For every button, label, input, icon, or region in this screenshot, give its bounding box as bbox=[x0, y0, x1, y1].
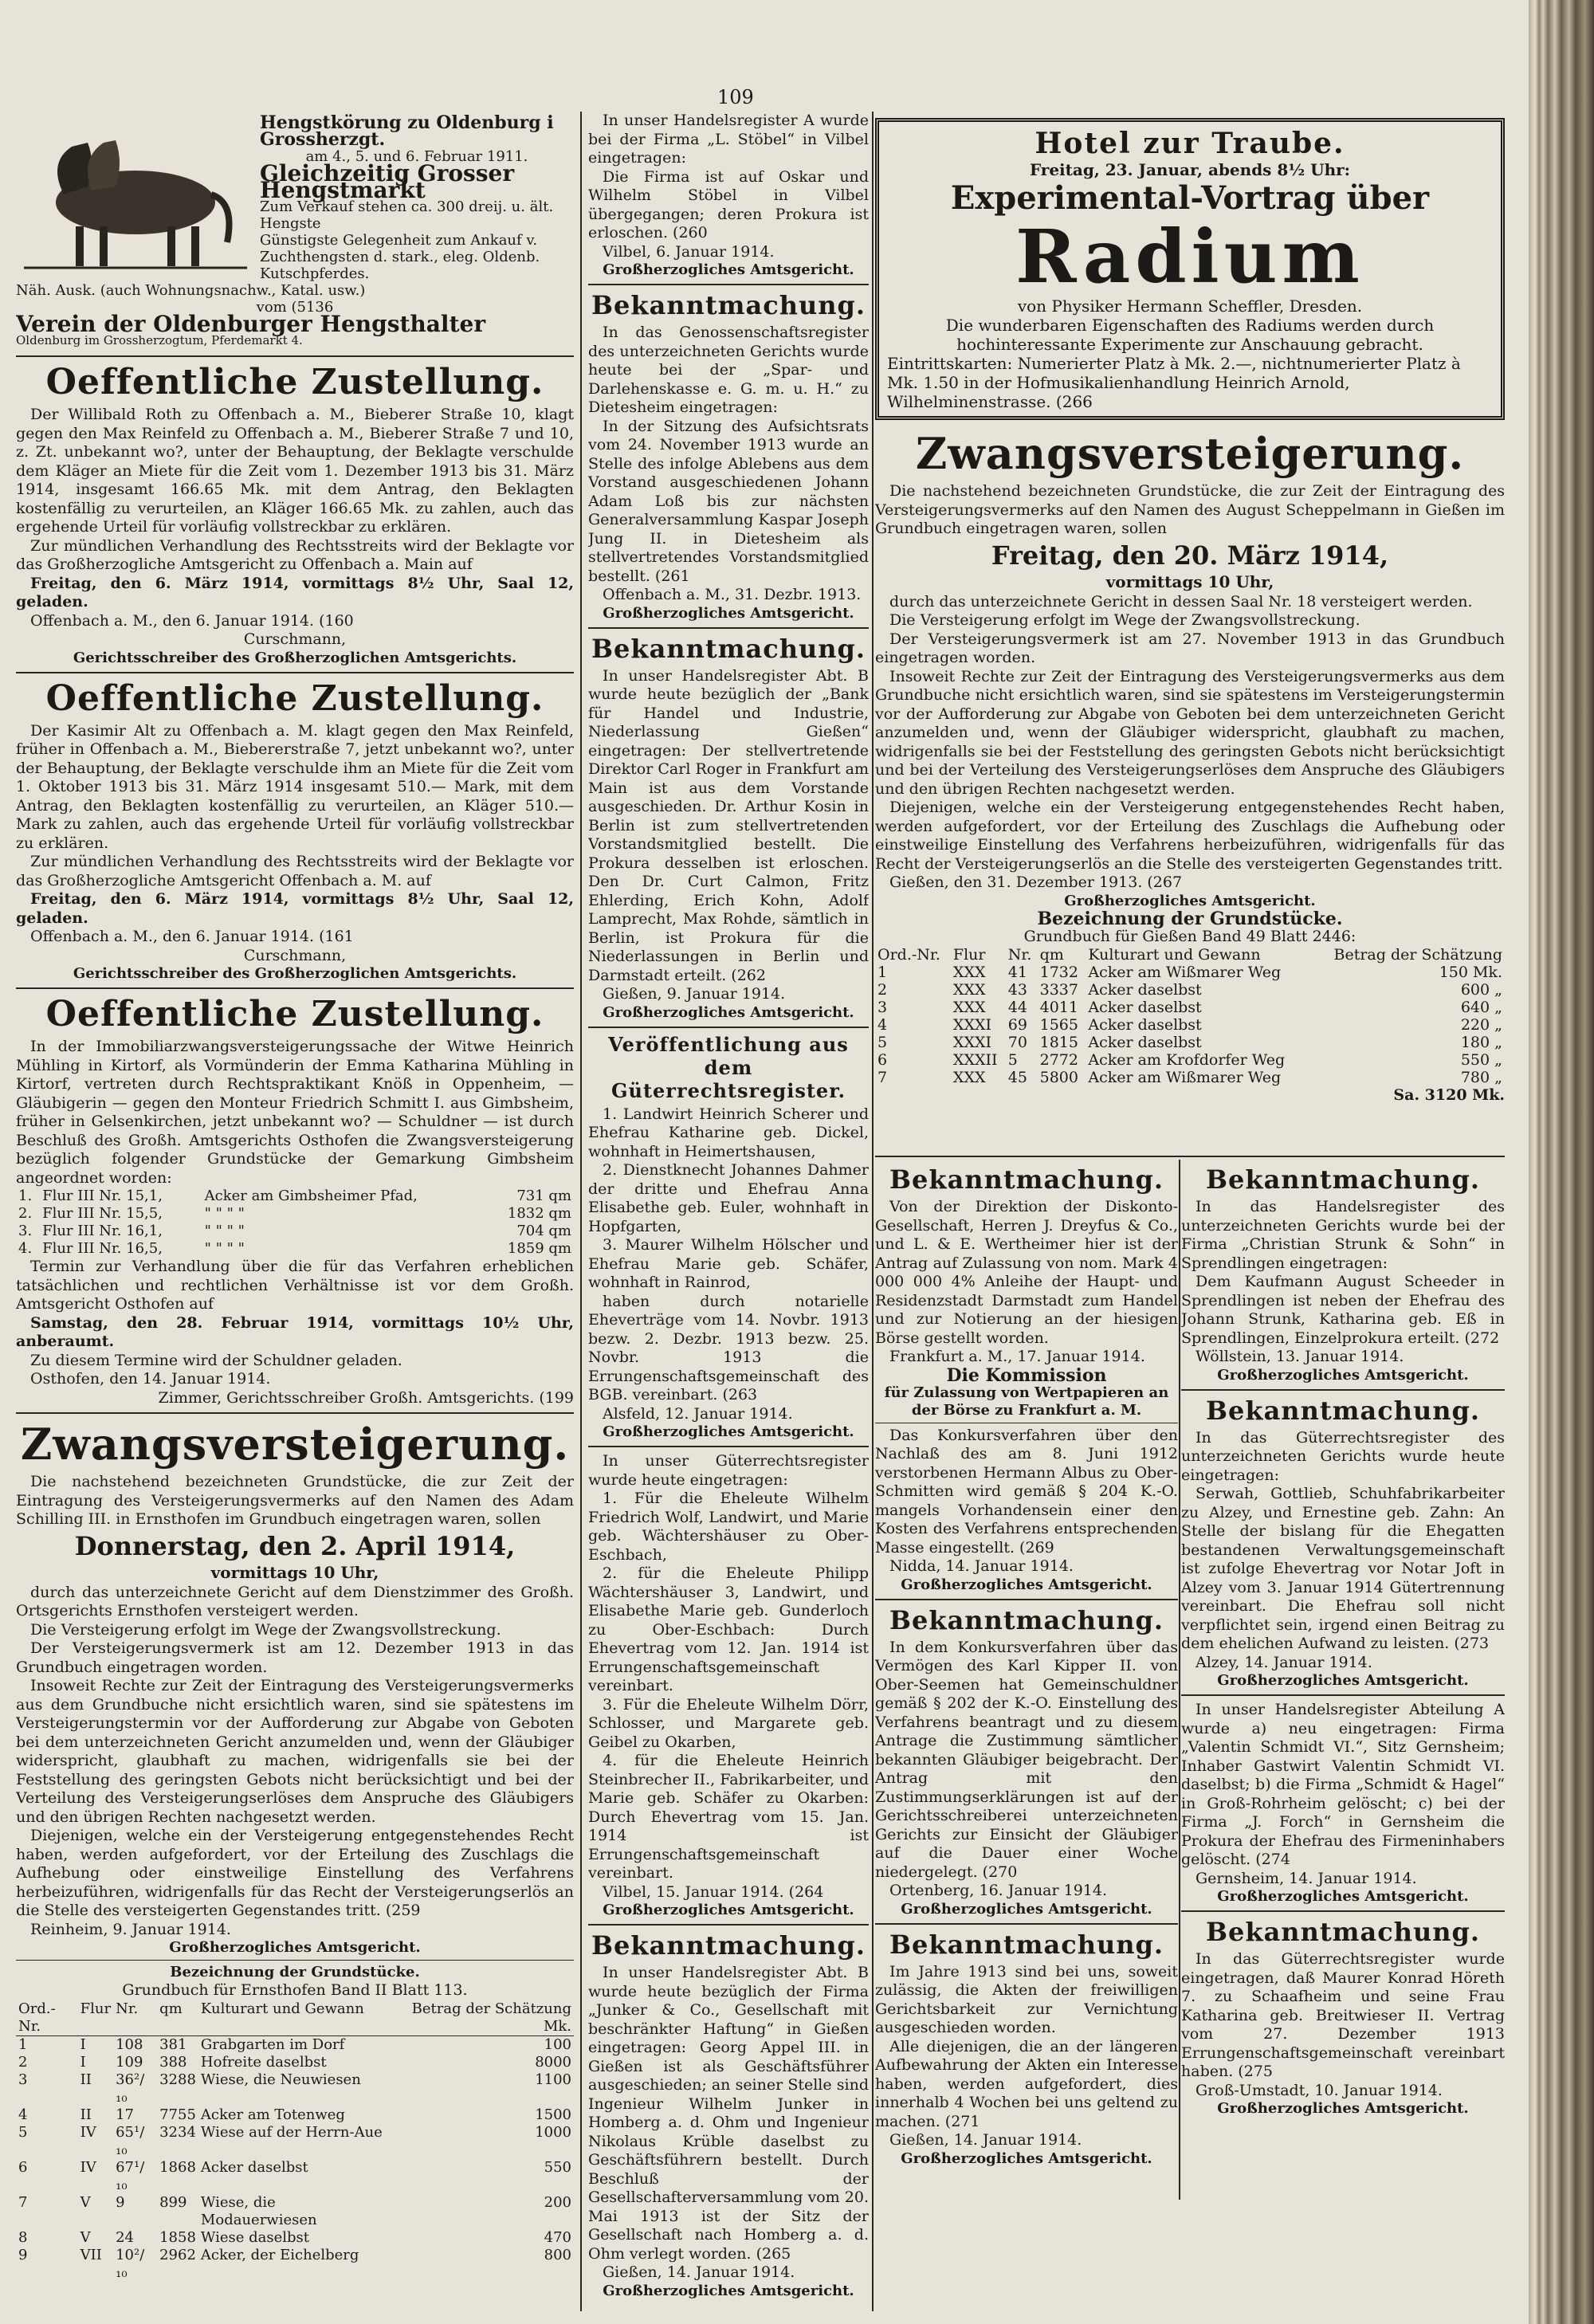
notice-text: Zur mündlichen Verhandlung des Rechtsstreits wird der Beklagte vor das Großherzogliche Amtsgericht zu Offenbach a. Main auf bbox=[16, 536, 574, 573]
notice-text: durch das unterzeichnete Gericht in dessen Saal Nr. 18 versteigert werden. bbox=[889, 592, 1473, 610]
notice-heading: Bekanntmachung. bbox=[1205, 1917, 1480, 1947]
notice-text: In das Genossenschaftsregister des unterzeichneten Gerichts wurde heute bei der „Spar- und Darlehenskasse e. G. m. u. H.“ zu Dietesheim eingetragen: bbox=[588, 324, 869, 416]
ad-line: Günstigste Gelegenheit zum Ankauf v. Zuchthengsten d. stark., eleg. Oldenb. Kutschpferdes. bbox=[260, 232, 540, 282]
notice-text: Die Firma ist auf Oskar und Wilhelm Stöbel in Vilbel übergegangen; deren Prokura ist erloschen. (260 bbox=[588, 167, 869, 241]
notice-text: Im Jahre 1913 sind bei uns, soweit zulässig, die Akten der freiwilligen Gerichtsbarkeit zur Vernichtung ausgeschieden worden. bbox=[875, 1962, 1178, 2036]
ad-text: Die wunderbaren Eigenschaften des Radiums werden durch hochinteressante Experimente zur Anschauung gebracht. bbox=[945, 316, 1435, 354]
notice-date: Freitag, den 6. März 1914, vormittags 8½ Uhr, Saal 12, geladen. bbox=[16, 890, 574, 927]
notice bbox=[588, 1452, 869, 1919]
notice-heading: Bekanntmachung. bbox=[889, 1929, 1164, 1960]
notice-text: Das Konkursverfahren über den Nachlaß des am 8. Juni 1912 verstorbenen Hermann Albus zu Ober-Schmitten wird gemäß § 204 K.-O. mangels Vorhandensein einer den Kosten des Verfahrens entsprechenden Masse eingestellt. (269 bbox=[875, 1426, 1178, 1557]
notice-signature: Großherzogliches Amtsgericht. bbox=[1217, 2100, 1469, 2117]
notice-heading: Bekanntmachung. bbox=[591, 633, 866, 664]
table-row: 2 XXX 43 3337 Acker daselbst 600 „ bbox=[877, 981, 1502, 999]
table-row: 6 XXXII 5 2772 Acker am Krofdorfer Weg 550 „ bbox=[877, 1051, 1502, 1069]
notice-heading: Bekanntmachung. bbox=[889, 1604, 1164, 1635]
table-row: 7 XXX 45 5800 Acker am Wißmarer Weg 780 „ bbox=[877, 1069, 1502, 1086]
notice-heading: Bekanntmachung. bbox=[591, 1930, 866, 1961]
notice-text: In unser Handelsregister Abteilung A wurde a) neu eingetragen: Firma „Valentin Schmidt VI.“, Sitz Gernsheim; Inhaber Gastwirt Valentin Schmidt VI. daselbst; b) die Firma „Schmidt & Hagel“ in Groß-Rohrheim gelöscht; c) bei der Firma „J. Forch“ in Gernsheim die Prokura der Ehefrau des Firmeninhabers gelöscht. (274 bbox=[1181, 1701, 1505, 1868]
notice-place-date: Gießen, 14. Januar 1914. bbox=[889, 2131, 1082, 2149]
ad-line: am 4., 5. und 6. Februar 1911. bbox=[305, 148, 528, 165]
notice-signature: Großherzogliches Amtsgericht. bbox=[603, 1003, 854, 1021]
notice-text: In das Güterrechtsregister des unterzeichneten Gerichts wurde heute eingetragen: bbox=[1181, 1428, 1505, 1484]
notice-signature: Großherzogliches Amtsgericht. bbox=[603, 604, 854, 622]
notice-place-date: Alsfeld, 12. Januar 1914. bbox=[603, 1404, 793, 1423]
notice-signature: Großherzogliches Amtsgericht. bbox=[169, 1939, 421, 1956]
table-subtitle: Grundbuch für Ernsthofen Band II Blatt 113. bbox=[122, 1981, 468, 1999]
notice-text: In dem Konkursverfahren über das Vermögen des Karl Kipper II. von Ober-Seemen hat Gemeinschuldner gemäß § 202 der K.-O. Einstellung des Verfahrens beantragt und zu diesem Antrage die Zustimmung sämtlicher bekannten Gläubiger beigebracht. Der Antrag mit den Zustimmungserklärungen ist auf der Gerichtsschreiberei unterzeichneten Gerichts zur Einsicht der Gläubiger auf die Dauer einer Woche niedergelegt. (270 bbox=[875, 1638, 1178, 1881]
ad-line: Zum Verkauf stehen ca. 300 dreij. u. ält. Hengste bbox=[260, 198, 554, 232]
notice bbox=[16, 1419, 574, 2282]
notice-signature: Großherzogliches Amtsgericht. bbox=[603, 261, 854, 278]
column-2 bbox=[588, 112, 869, 2311]
notice-text: Alle diejenigen, die an der längeren Aufbewahrung der Akten ein Interesse haben, werden aufgefordert, dies innerhalb 4 Wochen bei uns geltend zu machen. (271 bbox=[875, 2037, 1178, 2130]
notice-heading: Oeffentliche Zustellung. bbox=[45, 994, 544, 1034]
column-3-right bbox=[1181, 1160, 1505, 2200]
notice bbox=[16, 678, 574, 983]
notice-text: In der Immobiliarzwangsversteigerungssache der Witwe Heinrich Mühling in Kirtorf, als Vormünderin der Emma Katharina Mühling in Kirtorf, vertreten durch Rechtspraktikant Knöß in Oppenheim, — Gläubigerin — gegen den Monteur Friedrich Schmitt I. aus Gimbsheim, früher in Gelsenkirchen, jetzt unbekannt wo? — Schuldner — ist durch Beschluß des Großh. Amtsgerichts Osthofen die Zwangsversteigerung bezüglich folgender Grundstücke der Gemarkung Gimbsheim angeordnet worden: bbox=[16, 1038, 574, 1187]
notice-place-date: Gießen, 9. Januar 1914. bbox=[603, 985, 786, 1003]
column-3 bbox=[875, 112, 1505, 1157]
notice-signature: Curschmann, bbox=[243, 946, 347, 964]
table-row: 5 XXXI 70 1815 Acker daselbst 180 „ bbox=[877, 1034, 1502, 1051]
auction-time: vormittags 10 Uhr, bbox=[210, 1562, 379, 1582]
notice-text: Der Willibald Roth zu Offenbach a. M., Bieberer Straße 10, klagt gegen den Max Reinfeld zu Offenbach a. M., Bieberer Straße 7 und 10, z. Zt. unbekannt wo?, unter der Behauptung, der Beklagte verschulde dem Kläger an Miete für die Zeit vom 1. Dezember 1913 bis 31. März 1914, insgesamt 166.65 Mk. mit dem Antrag, den Beklagten kostenfällig zu verurteilen, an Kläger 166.65 Mk. zu zahlen, auch das ergehende Urteil für vorläufig vollstreckbar zu erklären. bbox=[16, 406, 574, 536]
notice-place-date: Gießen, den 31. Dezember 1913. (267 bbox=[889, 873, 1183, 891]
notice-text: Insoweit Rechte zur Zeit der Eintragung des Versteigerungsvermerks aus dem Grundbuche nicht ersichtlich waren, sind sie spätestens im Versteigerungstermin vor der Aufforderung zur Abgabe von Geboten bei dem unterzeichneten Gericht anzumelden und, wenn der Gläubiger widerspricht, glaubhaft zu machen, widrigenfalls sie bei der Feststellung des geringsten Gebots nicht berücksichtigt und bei der Verteilung des Versteigerungserlöses dem Anspruche des Gläubigers und den übrigen Rechten nachgesetzt werden. bbox=[875, 667, 1505, 798]
table-sum: Sa. 3120 Mk. bbox=[1393, 1086, 1505, 1104]
notice-place-date: Vilbel, 15. Januar 1914. (264 bbox=[603, 1882, 824, 1901]
notice-place-date: Ortenberg, 16. Januar 1914. bbox=[889, 1882, 1108, 1899]
notice bbox=[1181, 1164, 1505, 2118]
horses-illustration bbox=[16, 115, 255, 274]
notice-text: In unser Handelsregister A wurde bei der Firma „L. Stöbel“ in Vilbel eingetragen: bbox=[588, 112, 869, 167]
notice bbox=[588, 1033, 869, 1442]
notice-text: Dem Kaufmann August Scheeder in Sprendlingen ist neben der Ehefrau des Johann Strunk, Katharina geb. Eß in Sprendlingen, Einzelprokura erteilt. (272 bbox=[1181, 1273, 1505, 1347]
list-item: 3. Maurer Wilhelm Hölscher und Ehefrau Marie geb. Schäfer, wohnhaft in Rainrod, bbox=[588, 1236, 869, 1291]
notice-heading: Oeffentliche Zustellung. bbox=[45, 677, 544, 719]
notice-text: In unser Handelsregister Abt. B wurde heute bezüglich der „Bank für Handel und Industrie, Niederlassung Gießen“ eingetragen: Der stellvertretende Direktor Carl Roger in Frankfurt am Main ist aus dem Vorstande ausgeschieden. Dr. Arthur Kosin in Berlin ist zum stellvertretenden Vorstandsmitglied bestellt. Die Prokura desselben ist erloschen. Den Dr. Curt Calmon, Fritz Ehlerding, Erich Kohn, Adolf Lamprecht, Max Rohde, sämtlich in Berlin, ist Prokura für die Niederlassungen in Berlin und Darmstadt erteilt. (262 bbox=[588, 666, 869, 984]
notice-heading: Veröffentlichung aus dem Güterrechtsregister. bbox=[608, 1032, 849, 1102]
notice-text: Zur mündlichen Verhandlung des Rechtsstreits wird der Beklagte vor das Großherzogliche Amtsgericht Offenbach a. M. auf bbox=[16, 853, 574, 889]
notice-heading: Bekanntmachung. bbox=[591, 290, 866, 320]
parcel-list bbox=[16, 1188, 574, 1258]
notice-place-date: Nidda, 14. Januar 1914. bbox=[889, 1557, 1074, 1575]
auction-date: Donnerstag, den 2. April 1914, bbox=[74, 1530, 516, 1561]
notice-text: Serwah, Gottlieb, Schuhfabrikarbeiter zu Alzey, und Ernestine geb. Zahn: An Stelle der bislang für die Ehegatten bestandenen Verwaltungsgemeinschaft ist zufolge Ehevertrag vor Notar Joft in Alzey vom 3. Januar 1914 Gütertrennung vereinbart. Die Ehefrau soll nicht verpflichtet sein, irgend einen Beitrag zu dem ehelichen Aufwand zu leisten. (273 bbox=[1181, 1485, 1505, 1652]
notice-place-date: Groß-Umstadt, 10. Januar 1914. bbox=[1196, 2081, 1443, 2099]
notice-text: Diejenigen, welche ein der Versteigerung entgegenstehendes Recht haben, werden aufgefordert, vor der Erteilung des Zuschlags die Aufhebung oder einstweilige Einstellung des Verfahrens herbeizuführen, widrigenfalls für das Recht der Versteigerungserlös an die Stelle des versteigerten Gegenstandes tritt. (259 bbox=[16, 1827, 574, 1919]
notice-signature: Großherzogliches Amtsgericht. bbox=[603, 1423, 854, 1440]
page-number: 109 bbox=[717, 86, 754, 108]
notice-heading: Bekanntmachung. bbox=[889, 1164, 1164, 1195]
table-title: Bezeichnung der Grundstücke. bbox=[1037, 908, 1343, 929]
notice-place-date: Reinheim, 9. Januar 1914. bbox=[30, 1920, 231, 1938]
ad-text: von Physiker Hermann Scheffler, Dresden. bbox=[1017, 296, 1363, 316]
notice-text: Diejenigen, welche ein der Versteigerung entgegenstehendes Recht haben, werden aufgefordert, vor der Erteilung des Zuschlags die Aufhebung oder einstweilige Einstellung des Verfahrens herbeizuführen, widrigenfalls für das Recht der Versteigerungserlös an die Stelle des versteigerten Gegenstandes tritt. bbox=[875, 799, 1505, 873]
notice-heading: Zwangsversteigerung. bbox=[915, 428, 1465, 479]
notice-heading: Oeffentliche Zustellung. bbox=[45, 362, 544, 402]
notice-signature: Großherzogliches Amtsgericht. bbox=[1064, 892, 1316, 909]
table-row: 3 XXX 44 4011 Acker daselbst 640 „ bbox=[877, 999, 1502, 1016]
ad-headline: Radium bbox=[1015, 214, 1364, 300]
notice-heading: Bekanntmachung. bbox=[1205, 1395, 1480, 1426]
notice-signature: Großherzogliches Amtsgericht. bbox=[1217, 1366, 1469, 1384]
notice-text: In der Sitzung des Aufsichtsrats vom 24. November 1913 wurde an Stelle des infolge Ablebens aus dem Vorstand ausgeschiedenen Johann Adam Loß bis zur nächsten Generalversammlung Kaspar Joseph Jung II. in Dietesheim als stellvertretendes Vorstandsmitglied bestellt. (261 bbox=[588, 417, 869, 585]
list-item: 2. Dienstknecht Johannes Dahmer der dritte und Ehefrau Anna Elisabethe geb. Euler, wohnhaft in Hopfgarten, bbox=[588, 1161, 869, 1235]
table-row: 1. Flur III Nr. 15,1, Acker am Gimbsheimer Pfad, 731 qm bbox=[18, 1188, 571, 1204]
notice bbox=[16, 362, 574, 667]
table-row: 2. Flur III Nr. 15,5, " " " " 1832 qm bbox=[18, 1205, 571, 1222]
list-item: 1. Für die Eheleute Wilhelm Friedrich Wolf, Landwirt, und Marie geb. Wächtershäuser zu Ober-Eschbach, bbox=[588, 1490, 869, 1564]
ad-line: Experimental-Vortrag über bbox=[950, 179, 1430, 217]
auction-date: Freitag, den 20. März 1914, bbox=[991, 540, 1389, 571]
notice-date: Freitag, den 6. März 1914, vormittags 8½ Uhr, Saal 12, geladen. bbox=[16, 574, 574, 610]
notice-text: In unser Handelsregister Abt. B wurde heute bezüglich der Firma „Junker & Co., Gesellschaft mit beschränkter Haftung“ in Gießen eingetragen: Georg Appel III. in Gießen ist als Geschäftsführer ausgeschieden; an seiner Stelle sind Ingenieur Wilhelm Junker in Homberg a. d. Ohm und Ingenieur Nikolaus Krüble daselbst zu Geschäftsführern bestellt. Durch Beschluß der Gesellschafterversammlung vom 20. Mai 1913 ist der Sitz der Gesellschaft nach Homberg a. d. Ohm verlegt worden. (265 bbox=[588, 1964, 869, 2263]
table-row: 2 I 109 388 Hofreite daselbst 8000 bbox=[18, 2053, 571, 2071]
notice bbox=[588, 634, 869, 1022]
table-row: 3 II 36²/₁₀ 3288 Wiese, die Neuwiesen 1100 bbox=[18, 2071, 571, 2106]
table-row: 3. Flur III Nr. 16,1, " " " " 704 qm bbox=[18, 1223, 571, 1239]
radium-lecture-ad bbox=[875, 118, 1505, 420]
notice-signature: Zimmer, Gerichtsschreiber Großh. Amtsgerichts. (199 bbox=[158, 1388, 574, 1407]
column-rule bbox=[1179, 1160, 1180, 2200]
notice-signature: Curschmann, bbox=[243, 630, 347, 648]
list-item: 4. für die Eheleute Heinrich Steinbrecher II., Fabrikarbeiter, und Marie geb. Schäfer zu Okarben: Durch Ehevertrag vom 15. Jan. 1914 ist Errungenschaftsgemeinschaft vereinbart. bbox=[588, 1752, 869, 1882]
notice-heading: Zwangsversteigerung. bbox=[20, 1419, 570, 1470]
ad-line: Hengstkörung zu Oldenburg i Grossherzgt. bbox=[260, 112, 554, 150]
notice-heading: Bekanntmachung. bbox=[1205, 1164, 1480, 1195]
ad-line: Gleichzeitig Grosser Hengstmarkt bbox=[260, 160, 515, 203]
ad-line: Verein der Oldenburger Hengsthalter bbox=[16, 311, 486, 337]
notice-signature: Gerichtsschreiber des Großherzoglichen Amtsgerichts. bbox=[73, 965, 517, 982]
notice-text: Zu diesem Termine wird der Schuldner geladen. bbox=[30, 1351, 402, 1369]
ad-line: Oldenburg im Grossherzogtum, Pferdemarkt 4. bbox=[16, 333, 303, 347]
notice-place-date: Alzey, 14. Januar 1914. bbox=[1196, 1653, 1372, 1671]
notice-signature: Großherzogliches Amtsgericht. bbox=[901, 2149, 1152, 2167]
notice-place-date: Offenbach a. M., den 6. Januar 1914. (160 bbox=[30, 611, 354, 630]
ad-subtitle: Freitag, 23. Januar, abends 8½ Uhr: bbox=[1029, 160, 1351, 179]
horse-market-ad bbox=[16, 112, 574, 357]
notice-text: Die nachstehend bezeichneten Grundstücke, die zur Zeit der Eintragung des Versteigerungsvermerks auf den Namen des August Scheppelmann in Gießen im Grundbuch eingetragen waren, sollen bbox=[875, 482, 1505, 537]
notice-place-date: Gießen, 14. Januar 1914. bbox=[603, 2263, 795, 2281]
notice-place-date: Gernsheim, 14. Januar 1914. bbox=[1196, 1869, 1417, 1887]
table-row: 9 VII 10²/₁₀ 2962 Acker, der Eichelberg 800 bbox=[18, 2246, 571, 2281]
notice-text: Der Versteigerungsvermerk ist am 27. November 1913 in das Grundbuch eingetragen worden. bbox=[875, 630, 1505, 666]
table-title: Bezeichnung der Grundstücke. bbox=[170, 1964, 420, 1981]
notice-place-date: Offenbach a. M., 31. Dezbr. 1913. bbox=[603, 586, 862, 603]
auction-time: vormittags 10 Uhr, bbox=[1105, 571, 1274, 591]
commission-title: Die Kommission bbox=[946, 1364, 1107, 1386]
notice bbox=[588, 112, 869, 279]
table-header: Ord.-Nr. Flur Nr. qm Kulturart und Gewann Betrag der Schätzung Mk. bbox=[16, 2000, 574, 2036]
column-3-left bbox=[875, 1160, 1178, 2200]
book-binding bbox=[1529, 0, 1594, 2324]
notice-signature: Großherzogliches Amtsgericht. bbox=[603, 1902, 854, 1918]
notice bbox=[588, 290, 869, 622]
parcel-table bbox=[16, 2000, 574, 2282]
table-row: 5 IV 65¹/₁₀ 3234 Wiese auf der Herrn-Aue 1000 bbox=[18, 2123, 571, 2158]
notice-place-date: Osthofen, den 14. Januar 1914. bbox=[30, 1370, 271, 1388]
column-1 bbox=[16, 112, 574, 2311]
notice-signature: Großherzogliches Amtsgericht. bbox=[901, 1900, 1152, 1918]
notice-signature: Großherzogliches Amtsgericht. bbox=[901, 1576, 1152, 1593]
notice bbox=[588, 1930, 869, 2300]
notice bbox=[875, 428, 1505, 1105]
list-item: 3. Für die Eheleute Wilhelm Dörr, Schlosser, und Margarete geb. Geibel zu Okarben, bbox=[588, 1695, 869, 1751]
notice-text: durch das unterzeichnete Gericht auf dem Dienstzimmer des Großh. Ortsgerichts Ernsthofen versteigert werden. bbox=[16, 1583, 574, 1619]
notice-text: haben durch notarielle Eheverträge vom 14. Novbr. 1913 bezw. 2. Dezbr. 1913 bezw. 25. Novbr. 1913 die Errungenschaftsgemeinschaft des BGB. vereinbart. (263 bbox=[588, 1292, 869, 1403]
notice bbox=[875, 1164, 1178, 2168]
notice-signature: Gerichtsschreiber des Großherzoglichen Amtsgerichts. bbox=[73, 649, 517, 666]
table-row: 1 XXX 41 1732 Acker am Wißmarer Weg 150 Mk. bbox=[877, 964, 1502, 981]
commission-subtitle: für Zulassung von Wertpapieren an der Börse zu Frankfurt a. M. bbox=[884, 1384, 1169, 1419]
notice-text: Der Kasimir Alt zu Offenbach a. M. klagt gegen den Max Reinfeld, früher in Offenbach a. M., Biebererstraße 7, jetzt unbekannt wo?, unter der Behauptung, der Beklagte verschulde ihm an Miete für die Zeit vom 1. Oktober 1913 bis 31. März 1914 insgesamt 510.— Mark, mit dem Antrag, den Beklagten kostenfällig zu verurteilen, an Kläger 510.— Mark zu zahlen, auch das ergehende Urteil für vorläufig vollstreckbar zu erklären. bbox=[16, 721, 574, 852]
notice-place-date: Frankfurt a. M., 17. Januar 1914. bbox=[889, 1348, 1145, 1365]
table-row: 4 XXXI 69 1565 Acker daselbst 220 „ bbox=[877, 1016, 1502, 1034]
list-item: 2. für die Eheleute Philipp Wächtershäuser 3, Landwirt, und Elisabethe Marie geb. Gunderloch zu Ober-Eschbach: Durch Ehevertrag vom 12. Jan. 1914 ist Errungenschaftsgemeinschaft vereinbart. bbox=[588, 1564, 869, 1694]
notice-place-date: Vilbel, 6. Januar 1914. bbox=[603, 242, 775, 261]
table-row: 6 IV 67¹/₁₀ 1868 Acker daselbst 550 bbox=[18, 2158, 571, 2193]
ad-title: Hotel zur Traube. bbox=[1035, 127, 1345, 160]
notice-signature: Großherzogliches Amtsgericht. bbox=[1217, 1888, 1469, 1905]
notice-signature: Großherzogliches Amtsgericht. bbox=[1217, 1672, 1469, 1689]
parcel-table bbox=[875, 946, 1505, 1086]
table-row: 1 I 108 381 Grabgarten im Dorf 100 bbox=[18, 2035, 571, 2053]
divider bbox=[875, 1156, 1505, 1157]
table-row: 4. Flur III Nr. 16,5, " " " " 1859 qm bbox=[18, 1240, 571, 1257]
table-row: 4 II 17 7755 Acker am Totenweg 1500 bbox=[18, 2106, 571, 2123]
table-header: Ord.-Nr. Flur Nr. qm Kulturart und Gewann Betrag der Schätzung bbox=[877, 946, 1502, 964]
ad-text: Eintrittskarten: Numerierter Platz à Mk. 2.—, nichtnumerierter Platz à Mk. 1.50 in der Hofmusikalienhandlung Heinrich Arnold, Wilhelminenstrasse. (266 bbox=[887, 354, 1461, 411]
notice-date: Samstag, den 28. Februar 1914, vormittags 10½ Uhr, anberaumt. bbox=[16, 1313, 574, 1350]
notice bbox=[16, 994, 574, 1407]
notice-text: Der Versteigerungsvermerk ist am 12. Dezember 1913 in das Grundbuch eingetragen worden. bbox=[16, 1639, 574, 1676]
column-rule bbox=[872, 112, 874, 2311]
table-row: 8 V 24 1858 Wiese daselbst 470 bbox=[18, 2228, 571, 2246]
list-item: 1. Landwirt Heinrich Scherer und Ehefrau Katharine geb. Dickel, wohnhaft in Heimertshausen, bbox=[588, 1105, 869, 1160]
notice-signature: Großherzogliches Amtsgericht. bbox=[603, 2282, 854, 2299]
notice-place-date: Offenbach a. M., den 6. Januar 1914. (161 bbox=[30, 928, 354, 945]
table-row: 7 V 9 899 Wiese, die Modauerwiesen 200 bbox=[18, 2193, 571, 2228]
column-rule bbox=[580, 112, 582, 2311]
ad-line: Näh. Ausk. (auch Wohnungsnachw., Katal. usw.) bbox=[16, 282, 366, 299]
notice-text: Die nachstehend bezeichneten Grundstücke, die zur Zeit der Eintragung des Versteigerungsvermerks auf den Namen des Adam Schilling III. in Ernsthofen im Grundbuch eingetragen waren, sollen bbox=[16, 1473, 574, 1528]
notice-text: In unser Güterrechtsregister wurde heute eingetragen: bbox=[588, 1452, 869, 1489]
notice-text: In das Güterrechtsregister wurde eingetragen, daß Maurer Konrad Höreth 7. zu Schaafheim und seine Frau Katharina geb. Breitwieser II. Vertrag vom 27. Dezember 1913 Errungenschaftsgemeinschaft vereinbart haben. (275 bbox=[1181, 1950, 1505, 2080]
notice-place-date: Wöllstein, 13. Januar 1914. bbox=[1196, 1348, 1404, 1365]
notice-text: Die Versteigerung erfolgt im Wege der Zwangsvollstreckung. bbox=[30, 1620, 501, 1639]
notice-text: Von der Direktion der Diskonto-Gesellschaft, Herren J. Dreyfus & Co., und L. & E. Wertheimer hier ist der Antrag auf Zulassung von nom. Mark 4 000 000 4% Anleihe der Haupt- und Residenzstadt Darmstadt zum Handel und zur Notierung an der hiesigen Börse gestellt worden. bbox=[875, 1198, 1178, 1347]
notice-text: Termin zur Verhandlung über die für das Verfahren erheblichen tatsächlichen und rechtlichen Verhältnisse ist vor dem Großh. Amtsgericht Osthofen auf bbox=[16, 1258, 574, 1313]
ad-line: vom (5136 bbox=[256, 299, 334, 316]
notice-text: In das Handelsregister des unterzeichneten Gerichts wurde bei der Firma „Christian Strunk & Sohn“ in Sprendlingen eingetragen: bbox=[1181, 1198, 1505, 1272]
table-subtitle: Grundbuch für Gießen Band 49 Blatt 2446: bbox=[1023, 927, 1356, 945]
notice-text: Die Versteigerung erfolgt im Wege der Zwangsvollstreckung. bbox=[889, 611, 1360, 629]
notice-text: Insoweit Rechte zur Zeit der Eintragung des Versteigerungsvermerks aus dem Grundbuche nicht ersichtlich waren, sind sie spätestens im Versteigerungstermin vor der Aufforderung zur Abgabe von Geboten bei dem unterzeichneten Gericht anzumelden und, wenn der Gläubiger widerspricht, glaubhaft zu machen, widrigenfalls sie bei der Feststellung des geringsten Gebots nicht berücksichtigt und bei der Verteilung des Versteigerungserlöses dem Anspruche des Gläubigers und den übrigen Rechten nachgesetzt werden. bbox=[16, 1677, 574, 1826]
